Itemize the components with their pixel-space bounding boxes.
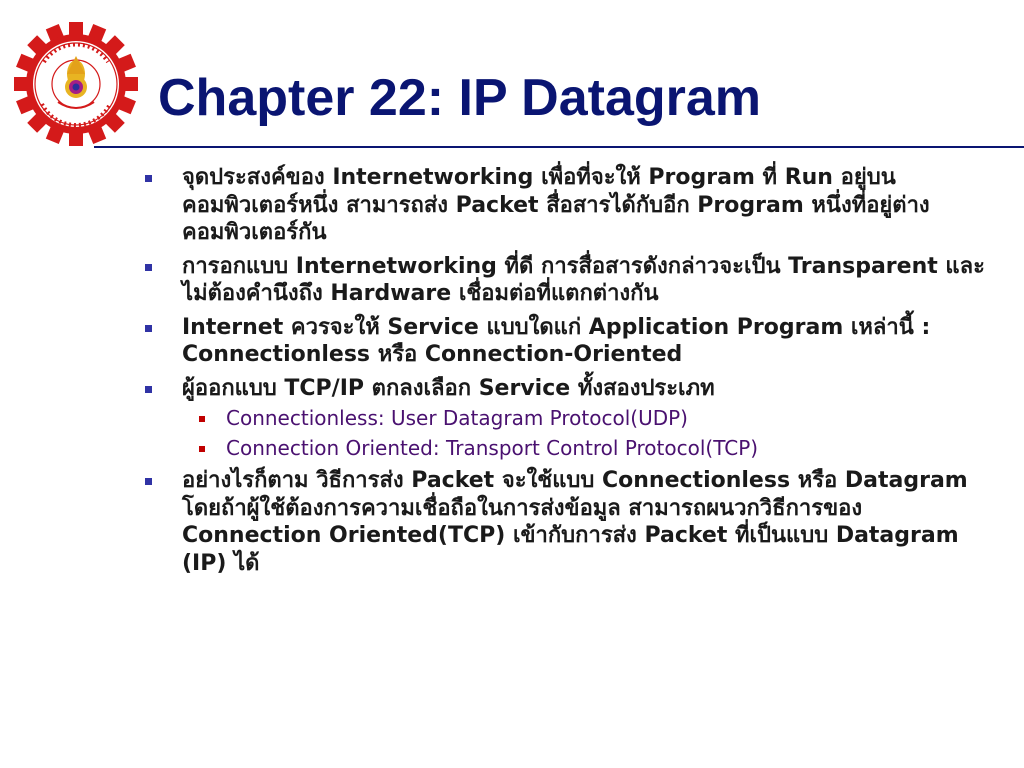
bullet-item <box>145 253 995 308</box>
square-bullet-icon <box>145 175 152 182</box>
red-square-bullet-icon <box>199 446 205 452</box>
bullet-text: จุดประสงค์ของ Internetworking เพื่อที่จะให้ Program ที่ Run อยู่บนคอมพิวเตอร์หนึ่ง สามารถส่ง Packet สื่อสารได้กับอีก Program หนึ่งที่อยู่ต่างคอมพิวเตอร์กัน <box>182 165 930 245</box>
bullet-item <box>145 467 995 577</box>
sub-bullet-text: Connectionless: User Datagram Protocol(UDP) <box>226 406 688 430</box>
bullet-text: อย่างไรก็ตาม วิธีการส่ง Packet จะใช้แบบ Connectionless หรือ Datagram โดยถ้าผู้ใช้ต้องการความเชื่อถือในการส่งข้อมูล สามารถผนวกวิธีการของ Connection Oriented(TCP) เข้ากับการส่ง Packet ที่เป็นแบบ Datagram (IP) ได้ <box>182 468 968 576</box>
square-bullet-icon <box>145 264 152 271</box>
sub-bullet-item <box>182 435 995 461</box>
bullet-text: การอกแบบ Internetworking ที่ดี การสื่อสารดังกล่าวจะเป็น Transparent และไม่ต้องคำนึงถึง Hardware เชื่อมต่อที่แตกต่างกัน <box>182 253 985 306</box>
slide-body <box>145 164 995 583</box>
bullet-list <box>145 164 995 577</box>
sub-bullet-item <box>182 405 995 431</box>
title-divider <box>94 146 1024 148</box>
square-bullet-icon <box>145 386 152 393</box>
red-square-bullet-icon <box>199 416 205 422</box>
bullet-text: ผู้ออกแบบ TCP/IP ตกลงเลือก Service ทั้งสองประเภท <box>182 375 715 401</box>
square-bullet-icon <box>145 478 152 485</box>
bullet-item <box>145 314 995 369</box>
square-bullet-icon <box>145 325 152 332</box>
sub-bullet-text: Connection Oriented: Transport Control Protocol(TCP) <box>226 436 759 460</box>
bullet-item <box>145 164 995 247</box>
sub-bullet-list <box>182 405 995 461</box>
bullet-item <box>145 375 995 462</box>
bullet-text: Internet ควรจะให้ Service แบบใดแก่ Application Program เหล่านี้ : Connectionless หรือ Connection-Oriented <box>182 314 931 367</box>
computer-engineering-logo-icon <box>14 22 138 146</box>
slide-title: Chapter 22: IP Datagram <box>158 69 762 127</box>
